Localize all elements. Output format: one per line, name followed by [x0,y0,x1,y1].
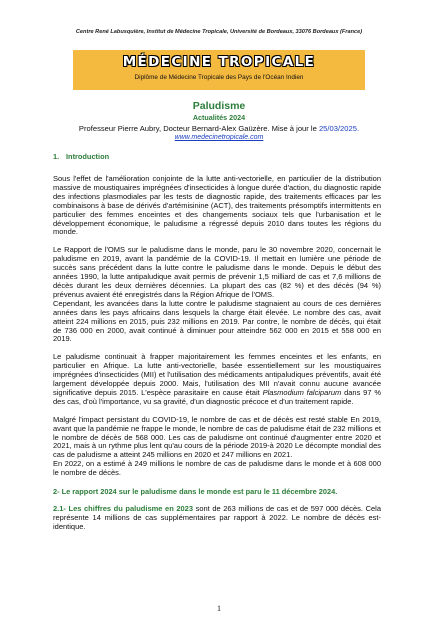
banner-subtitle: Diplôme de Médecine Tropicale des Pays de l'Océan Indien [134,74,304,81]
document-title: Paludisme [192,100,246,112]
paragraph-3: Cependant, les avancées dans la lutte contre le paludisme stagnaient au cours de ces dernières années dans les pays africains dans lesquels la charge était élevée. Le nombre des cas, avait atteint 224 millions en 2015, puis 232 millions en 2019. Par contre, le nombre de décès, qui était de 736 000 en 2000, avait continué à diminuer pour atteindre 562 000 en 2015 et 558 000 en 2019. [53,298,381,344]
section-1-number: 1. [53,152,60,161]
banner-title: MÉDECINE TROPICALE [122,54,316,70]
section-2-1-label: Les chiffres du paludisme en 2023 [68,504,194,514]
paragraph-4-text: Le paludisme continuait à frapper majoritairement les femmes enceintes et les enfants, en particulier en Afrique. La lutte anti-vectorielle, basée essentiellement sur les moustiquaires imprégnées d'insecticides (MII) et l'utilisation des médicaments antipaludiques préventifs, avait été largement développée depuis 2000. Mais, l'utilisation des MII n'avait connu aucune avancée significative depuis 2015. L'espèce parasitaire en cause était [53,352,381,397]
journal-banner [73,50,365,90]
authors-text: Professeur Pierre Aubry, Docteur Bernard-Alex Gaüzère. Mise à jour le [78,124,319,133]
paragraph-1: Sous l'effet de l'amélioration conjointe de la lutte anti-vectorielle, en particulier de la distribution massive de moustiquaires imprégnées d'insecticides à longue durée d'action, du diagnostic rapide des infections plasmodiales par les tests de diagnostic rapide, des traitements efficaces par les combinaisons à base de dérivés d'artémisinine (ACT), des traitements présomptifs intermittents en particulier des femmes enceintes et des changements sociaux tels que l'urbanisation et le développement économique, le paludisme a régressé depuis 2010 dans toutes les régions du monde. [53,174,381,237]
paragraph-4-tail: dans 97 % des cas, d'où l'importance, vu sa gravité, d'un diagnostic précoce et d'un traitement rapide. [53,387,381,406]
section-2-1-paragraph [53,505,381,532]
institution-header: Centre René Labusquière, Institut de Médecine Tropicale, Université de Bordeaux, 33076 Bordeaux (France) [75,29,363,35]
section-2-1-prefix: 2.1- [53,504,69,514]
authors-line [0,124,438,133]
species-name: Plasmodium falciparum [262,387,342,397]
paragraph-4 [53,353,381,406]
page-number: 1 [217,604,221,613]
section-1-title: Introduction [66,152,110,161]
document-body [53,152,381,532]
website-link[interactable]: www.medecinetropicale.com [174,134,264,141]
paragraph-5: Malgré l'impact persistant du COVID-19, le nombre de cas et de décès est resté stable En 2019, avant que la pandémie ne frappe le monde, le nombre de cas de paludisme était de 232 millions et le nombre de décès de 568 000. Les cas de paludisme ont continué d'augmenter entre 2020 et 2021, mais à un rythme plus lent qu'au cours de la période 2019-à 2020 Le décompte mondial des cas de paludisme a atteint 245 millions en 2020 et 247 millions en 2021. [53,414,381,460]
update-date: 25/03/2025. [318,124,360,133]
section-2-heading: 2- Le rapport 2024 sur le paludisme dans le monde est paru le 11 décembre 2024. [53,487,338,497]
paragraph-2: Le Rapport de l'OMS sur le paludisme dans le monde, paru le 30 novembre 2020, concernait le paludisme en 2019, avant la pandémie de la COVID-19. Il mettait en lumière une période de succès sans précédent dans la lutte contre le paludisme dans le monde. Depuis le début des années 1990, la lutte antipaludique avait permis de prévenir 1,5 milliard de cas et 7,6 millions de décès durant les deux dernières décennies. La plupart des cas (82 %) et des décès (94 %) prévenus avaient été enregistrés dans la Région Afrique de l'OMS. [53,245,381,299]
paragraph-6: En 2022, on a estimé à 249 millions le nombre de cas de paludisme dans le monde et à 608 000 le nombre de décès. [53,459,381,478]
section-2-1-text: sont de 263 millions de cas et de 597 000 décès. Cela représente 14 millions de cas supplémentaires par rapport à 2022. Le nombre de décès est-identique. [53,504,381,531]
section-1-heading [53,152,381,161]
document-subtitle: Actualités 2024 [192,113,246,122]
